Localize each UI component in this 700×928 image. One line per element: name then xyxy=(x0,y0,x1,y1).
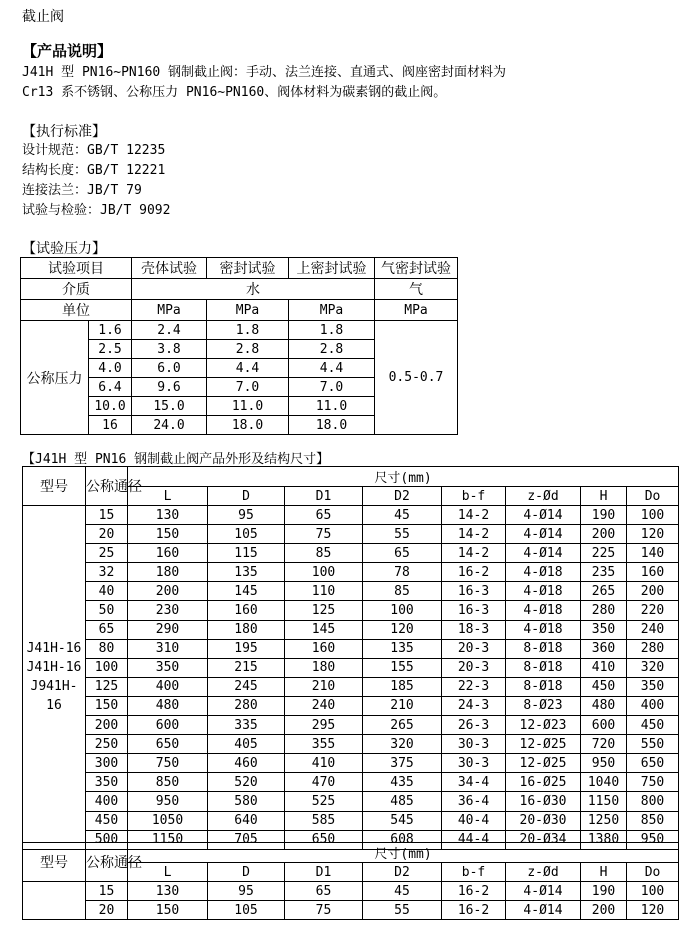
dimension-cell: 140 xyxy=(627,544,679,563)
dimension-col-header: b-f xyxy=(442,863,506,882)
gas-pressure-value: 0.5-0.7 xyxy=(375,321,458,435)
pressure-col-header: 壳体试验 xyxy=(132,258,207,279)
dimension-cell: 120 xyxy=(363,620,442,639)
dimensions-table-continued xyxy=(22,842,679,920)
dimension-cell: 65 xyxy=(285,506,363,525)
dimension-cell: 160 xyxy=(285,639,363,658)
product-desc-line: Cr13 系不锈钢、公称压力 PN16~PN160、阀体材料为碳素钢的截止阀。 xyxy=(22,85,447,100)
dimension-cell: 4-Ø18 xyxy=(506,601,581,620)
dimension-cell: 18-3 xyxy=(442,620,506,639)
dimension-cell: 350 xyxy=(86,773,128,792)
nominal-pressure-label: 公称压力 xyxy=(21,321,89,435)
dimension-cell: 135 xyxy=(208,563,285,582)
table-row xyxy=(23,563,679,582)
dimension-cell: 180 xyxy=(285,658,363,677)
unit-label: 单位 xyxy=(21,300,132,321)
dimension-cell: 215 xyxy=(208,658,285,677)
dimension-cell: 375 xyxy=(363,754,442,773)
table-row xyxy=(23,792,679,811)
dimension-cell: 145 xyxy=(208,582,285,601)
table-row xyxy=(23,658,679,677)
dimension-cell: 150 xyxy=(128,525,208,544)
dimension-cell: 12-Ø25 xyxy=(506,735,581,754)
dimensions-heading: 【J41H 型 PN16 钢制截止阀产品外形及结构尺寸】 xyxy=(22,452,330,467)
dimension-cell: 78 xyxy=(363,563,442,582)
dimension-cell: 850 xyxy=(128,773,208,792)
dimension-cell: 85 xyxy=(363,582,442,601)
dimension-cell: 600 xyxy=(581,716,627,735)
dimension-cell: 190 xyxy=(581,882,627,901)
dimension-cell: 4-Ø18 xyxy=(506,620,581,639)
dimension-col-header: Do xyxy=(627,863,679,882)
pressure-cell: 2.4 xyxy=(132,321,207,340)
pressure-cell: 11.0 xyxy=(207,397,289,416)
dimension-cell: 200 xyxy=(581,525,627,544)
dimension-cell: 225 xyxy=(581,544,627,563)
dimension-cell: 20 xyxy=(86,525,128,544)
dimension-cell: 100 xyxy=(627,882,679,901)
dimension-cell: 12-Ø23 xyxy=(506,716,581,735)
dimension-cell: 16-3 xyxy=(442,601,506,620)
dimension-cell: 250 xyxy=(86,735,128,754)
dimension-cell: 720 xyxy=(581,735,627,754)
pressure-heading: 【试验压力】 xyxy=(22,241,106,257)
dimension-cell: 265 xyxy=(363,716,442,735)
dimension-cell: 280 xyxy=(208,696,285,715)
table-row xyxy=(23,582,679,601)
dimension-cell: 450 xyxy=(86,811,128,830)
dimension-cell: 185 xyxy=(363,677,442,696)
dimension-cell: 135 xyxy=(363,639,442,658)
model-line: J41H-16 xyxy=(26,641,82,657)
pressure-col-header: 密封试验 xyxy=(207,258,289,279)
dimension-cell: 585 xyxy=(285,811,363,830)
dimension-cell: 650 xyxy=(128,735,208,754)
dimension-cell: 335 xyxy=(208,716,285,735)
model-cell xyxy=(23,506,86,850)
dimension-col-header: L xyxy=(128,487,208,506)
dimension-cell: 350 xyxy=(128,658,208,677)
dimension-col-header: D xyxy=(208,487,285,506)
dimension-cell: 200 xyxy=(627,582,679,601)
dimension-cell: 545 xyxy=(363,811,442,830)
dimension-cell: 580 xyxy=(208,792,285,811)
medium-gas: 气 xyxy=(375,279,458,300)
table-row xyxy=(23,716,679,735)
table-row xyxy=(23,620,679,639)
dimension-cell: 4-Ø14 xyxy=(506,882,581,901)
dimension-cell: 320 xyxy=(363,735,442,754)
dimension-cell: 350 xyxy=(581,620,627,639)
dimension-cell: 8-Ø18 xyxy=(506,658,581,677)
dimension-cell: 1150 xyxy=(128,830,208,849)
dimension-cell: 280 xyxy=(581,601,627,620)
dimension-cell: 20 xyxy=(86,901,128,920)
dimension-cell: 400 xyxy=(128,677,208,696)
dimension-cell: 15 xyxy=(86,506,128,525)
product-desc-heading: 【产品说明】 xyxy=(22,42,113,60)
model-line: 16 xyxy=(46,698,62,714)
table-row xyxy=(23,525,679,544)
dimension-cell: 44-4 xyxy=(442,830,506,849)
model-line: J41H-16 xyxy=(26,660,82,676)
dimension-cell: 705 xyxy=(208,830,285,849)
dimension-cell: 105 xyxy=(208,901,285,920)
pressure-cell: 1.8 xyxy=(207,321,289,340)
standard-item: 结构长度：GB/T 12221 xyxy=(22,163,166,178)
dimension-cell: 75 xyxy=(285,901,363,920)
table-row xyxy=(23,506,679,525)
dimension-cell: 4-Ø14 xyxy=(506,544,581,563)
dn-header: 公称通径 xyxy=(86,467,128,506)
model-header: 型号 xyxy=(23,467,86,506)
dimension-cell: 235 xyxy=(581,563,627,582)
dimension-cell: 200 xyxy=(128,582,208,601)
dimension-cell: 4-Ø14 xyxy=(506,525,581,544)
dimension-cell: 85 xyxy=(285,544,363,563)
dimension-cell: 145 xyxy=(285,620,363,639)
dimension-cell: 230 xyxy=(128,601,208,620)
dimension-cell: 55 xyxy=(363,525,442,544)
dimension-cell: 800 xyxy=(627,792,679,811)
dimension-cell: 480 xyxy=(128,696,208,715)
dimension-cell: 26-3 xyxy=(442,716,506,735)
medium-water: 水 xyxy=(132,279,375,300)
dimension-cell: 200 xyxy=(86,716,128,735)
pressure-cell: 24.0 xyxy=(132,416,207,435)
dimension-cell: 160 xyxy=(208,601,285,620)
pressure-cell: 11.0 xyxy=(289,397,375,416)
pressure-cell: 4.4 xyxy=(207,359,289,378)
dimension-cell: 1050 xyxy=(128,811,208,830)
pressure-col-header: 气密封试验 xyxy=(375,258,458,279)
dimension-cell: 405 xyxy=(208,735,285,754)
dimension-cell: 400 xyxy=(86,792,128,811)
dimension-cell: 520 xyxy=(208,773,285,792)
standards-heading: 【执行标准】 xyxy=(22,124,106,140)
dimension-cell: 30-3 xyxy=(442,754,506,773)
table-row xyxy=(23,639,679,658)
medium-label: 介质 xyxy=(21,279,132,300)
dimension-cell: 20-3 xyxy=(442,658,506,677)
dimension-cell: 240 xyxy=(285,696,363,715)
dimension-cell: 608 xyxy=(363,830,442,849)
dimension-cell: 1250 xyxy=(581,811,627,830)
dimension-col-header: D1 xyxy=(285,487,363,506)
pressure-cell: 9.6 xyxy=(132,378,207,397)
pressure-cell: 7.0 xyxy=(289,378,375,397)
pressure-cell: 4.0 xyxy=(89,359,132,378)
pressure-cell: 6.4 xyxy=(89,378,132,397)
dimension-col-header: Do xyxy=(627,487,679,506)
dimension-cell: 4-Ø18 xyxy=(506,582,581,601)
size-header: 尺寸(mm) xyxy=(128,843,679,863)
dimension-cell: 50 xyxy=(86,601,128,620)
dimension-cell: 16-Ø25 xyxy=(506,773,581,792)
dimension-cell: 600 xyxy=(128,716,208,735)
dimension-cell: 525 xyxy=(285,792,363,811)
standard-item: 试验与检验：JB/T 9092 xyxy=(22,203,171,218)
dimension-cell: 125 xyxy=(86,677,128,696)
page-title: 截止阀 xyxy=(22,9,64,25)
dimension-cell: 485 xyxy=(363,792,442,811)
dimension-cell: 950 xyxy=(128,792,208,811)
unit-cell: MPa xyxy=(375,300,458,321)
dimension-cell: 16-2 xyxy=(442,563,506,582)
pressure-table xyxy=(20,257,458,435)
dimension-cell: 120 xyxy=(627,901,679,920)
pressure-cell: 2.8 xyxy=(289,340,375,359)
dimension-cell: 280 xyxy=(627,639,679,658)
dimension-cell: 435 xyxy=(363,773,442,792)
table-row xyxy=(23,901,679,920)
dimension-col-header: z-Ød xyxy=(506,487,581,506)
dn-header: 公称通径 xyxy=(86,843,128,882)
table-row xyxy=(23,677,679,696)
dimension-cell: 30-3 xyxy=(442,735,506,754)
standard-item: 连接法兰：JB/T 79 xyxy=(22,183,142,198)
pressure-cell: 16 xyxy=(89,416,132,435)
dimension-cell: 210 xyxy=(363,696,442,715)
dimension-cell: 65 xyxy=(285,882,363,901)
dimension-cell: 1150 xyxy=(581,792,627,811)
dimension-cell: 195 xyxy=(208,639,285,658)
pressure-cell: 18.0 xyxy=(207,416,289,435)
dimension-cell: 125 xyxy=(285,601,363,620)
pressure-cell: 18.0 xyxy=(289,416,375,435)
dimension-cell: 8-Ø18 xyxy=(506,677,581,696)
dimension-cell: 4-Ø18 xyxy=(506,563,581,582)
dimension-cell: 120 xyxy=(627,525,679,544)
dimension-col-header: b-f xyxy=(442,487,506,506)
dimension-cell: 20-3 xyxy=(442,639,506,658)
table-row xyxy=(23,754,679,773)
dimension-cell: 100 xyxy=(363,601,442,620)
dimension-cell: 150 xyxy=(86,696,128,715)
table-row xyxy=(23,696,679,715)
dimension-cell: 320 xyxy=(627,658,679,677)
dimension-cell: 40 xyxy=(86,582,128,601)
dimension-cell: 1040 xyxy=(581,773,627,792)
dimension-cell: 22-3 xyxy=(442,677,506,696)
pressure-cell: 2.8 xyxy=(207,340,289,359)
table-row xyxy=(23,882,679,901)
dimension-cell: 95 xyxy=(208,506,285,525)
table-row xyxy=(23,773,679,792)
dimension-cell: 160 xyxy=(128,544,208,563)
dimension-cell: 25 xyxy=(86,544,128,563)
pressure-cell: 7.0 xyxy=(207,378,289,397)
dimension-cell: 65 xyxy=(363,544,442,563)
dimension-cell: 95 xyxy=(208,882,285,901)
model-line: J941H- xyxy=(30,679,78,695)
dimension-cell: 4-Ø14 xyxy=(506,506,581,525)
dimension-cell: 355 xyxy=(285,735,363,754)
dimension-cell: 100 xyxy=(86,658,128,677)
dimension-cell: 130 xyxy=(128,882,208,901)
dimension-cell: 400 xyxy=(627,696,679,715)
model-cell xyxy=(23,882,86,920)
dimension-cell: 500 xyxy=(86,830,128,849)
dimension-col-header: H xyxy=(581,863,627,882)
dimension-cell: 14-2 xyxy=(442,525,506,544)
pressure-col-header: 试验项目 xyxy=(21,258,132,279)
dimension-cell: 350 xyxy=(627,677,679,696)
dimension-cell: 650 xyxy=(627,754,679,773)
dimension-cell: 16-3 xyxy=(442,582,506,601)
dimension-cell: 460 xyxy=(208,754,285,773)
dimension-cell: 80 xyxy=(86,639,128,658)
dimension-cell: 8-Ø18 xyxy=(506,639,581,658)
dimension-cell: 300 xyxy=(86,754,128,773)
dimension-cell: 1380 xyxy=(581,830,627,849)
dimension-cell: 14-2 xyxy=(442,506,506,525)
dimension-cell: 190 xyxy=(581,506,627,525)
dimension-cell: 75 xyxy=(285,525,363,544)
dimension-cell: 24-3 xyxy=(442,696,506,715)
pressure-cell: 1.6 xyxy=(89,321,132,340)
dimension-cell: 550 xyxy=(627,735,679,754)
table-row xyxy=(23,601,679,620)
dimension-col-header: L xyxy=(128,863,208,882)
dimension-cell: 65 xyxy=(86,620,128,639)
dimension-cell: 45 xyxy=(363,506,442,525)
dimension-cell: 180 xyxy=(128,563,208,582)
pressure-cell: 1.8 xyxy=(289,321,375,340)
table-row xyxy=(23,735,679,754)
dimension-cell: 20-Ø30 xyxy=(506,811,581,830)
dimension-col-header: z-Ød xyxy=(506,863,581,882)
dimension-cell: 180 xyxy=(208,620,285,639)
dimension-cell: 100 xyxy=(627,506,679,525)
dimension-cell: 640 xyxy=(208,811,285,830)
dimension-cell: 110 xyxy=(285,582,363,601)
dimension-col-header: H xyxy=(581,487,627,506)
table-row xyxy=(23,811,679,830)
dimension-cell: 265 xyxy=(581,582,627,601)
pressure-col-header: 上密封试验 xyxy=(289,258,375,279)
dimension-col-header: D xyxy=(208,863,285,882)
dimensions-table xyxy=(22,466,679,850)
dimension-cell: 650 xyxy=(285,830,363,849)
dimension-cell: 750 xyxy=(128,754,208,773)
dimension-cell: 360 xyxy=(581,639,627,658)
dimension-cell: 45 xyxy=(363,882,442,901)
dimension-cell: 450 xyxy=(581,677,627,696)
unit-cell: MPa xyxy=(207,300,289,321)
dimension-cell: 16-2 xyxy=(442,901,506,920)
dimension-cell: 290 xyxy=(128,620,208,639)
dimension-cell: 115 xyxy=(208,544,285,563)
dimension-cell: 12-Ø25 xyxy=(506,754,581,773)
dimension-cell: 240 xyxy=(627,620,679,639)
dimension-cell: 20-Ø34 xyxy=(506,830,581,849)
dimension-cell: 8-Ø23 xyxy=(506,696,581,715)
dimension-cell: 4-Ø14 xyxy=(506,901,581,920)
dimension-cell: 40-4 xyxy=(442,811,506,830)
dimension-cell: 310 xyxy=(128,639,208,658)
product-desc-line: J41H 型 PN16~PN160 钢制截止阀：手动、法兰连接、直通式、阀座密封面材料为 xyxy=(22,65,507,80)
dimension-cell: 480 xyxy=(581,696,627,715)
dimension-cell: 245 xyxy=(208,677,285,696)
dimension-cell: 150 xyxy=(128,901,208,920)
dimension-cell: 15 xyxy=(86,882,128,901)
dimension-cell: 410 xyxy=(285,754,363,773)
dimension-cell: 32 xyxy=(86,563,128,582)
dimension-cell: 130 xyxy=(128,506,208,525)
dimension-cell: 295 xyxy=(285,716,363,735)
dimension-cell: 14-2 xyxy=(442,544,506,563)
dimension-cell: 450 xyxy=(627,716,679,735)
pressure-cell: 10.0 xyxy=(89,397,132,416)
dimension-cell: 55 xyxy=(363,901,442,920)
dimension-col-header: D1 xyxy=(285,863,363,882)
dimension-cell: 950 xyxy=(627,830,679,849)
table-row xyxy=(23,544,679,563)
dimension-col-header: D2 xyxy=(363,863,442,882)
unit-cell: MPa xyxy=(289,300,375,321)
dimension-cell: 160 xyxy=(627,563,679,582)
dimension-cell: 950 xyxy=(581,754,627,773)
dimension-cell: 155 xyxy=(363,658,442,677)
dimension-cell: 470 xyxy=(285,773,363,792)
model-header: 型号 xyxy=(23,843,86,882)
size-header: 尺寸(mm) xyxy=(128,467,679,487)
dimension-cell: 220 xyxy=(627,601,679,620)
pressure-cell: 15.0 xyxy=(132,397,207,416)
dimension-cell: 850 xyxy=(627,811,679,830)
dimension-cell: 410 xyxy=(581,658,627,677)
dimension-cell: 34-4 xyxy=(442,773,506,792)
dimension-cell: 200 xyxy=(581,901,627,920)
pressure-cell: 3.8 xyxy=(132,340,207,359)
pressure-cell: 4.4 xyxy=(289,359,375,378)
dimension-cell: 105 xyxy=(208,525,285,544)
pressure-cell: 6.0 xyxy=(132,359,207,378)
standard-item: 设计规范：GB/T 12235 xyxy=(22,143,166,158)
dimension-cell: 16-Ø30 xyxy=(506,792,581,811)
dimension-cell: 210 xyxy=(285,677,363,696)
dimension-col-header: D2 xyxy=(363,487,442,506)
dimension-cell: 750 xyxy=(627,773,679,792)
dimension-cell: 36-4 xyxy=(442,792,506,811)
unit-cell: MPa xyxy=(132,300,207,321)
dimension-cell: 100 xyxy=(285,563,363,582)
dimension-cell: 16-2 xyxy=(442,882,506,901)
pressure-cell: 2.5 xyxy=(89,340,132,359)
